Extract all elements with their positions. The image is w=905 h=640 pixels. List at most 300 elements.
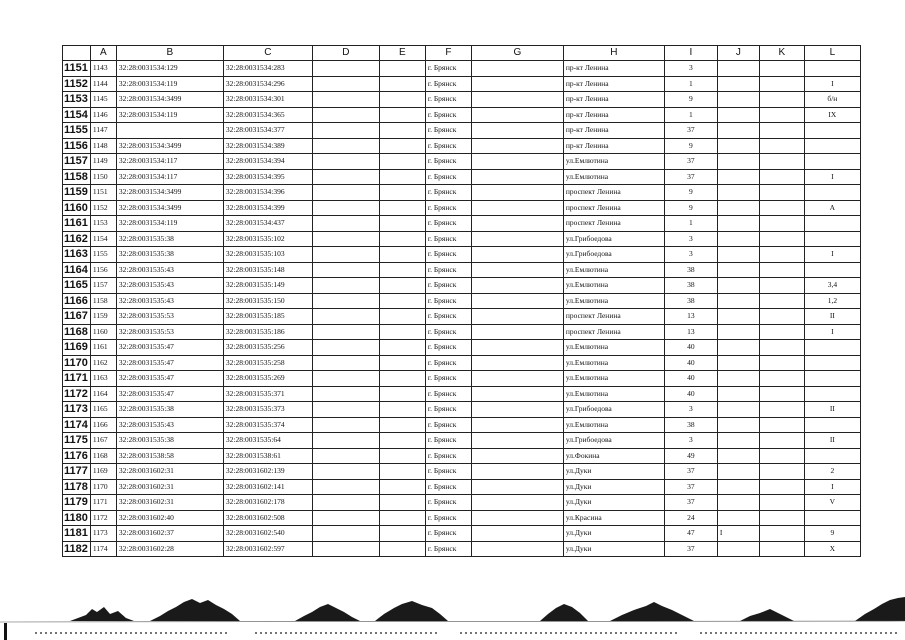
- cell-i[interactable]: 9: [664, 92, 717, 108]
- cell-h[interactable]: ул.Дуки: [563, 526, 664, 542]
- cell-d[interactable]: [312, 355, 379, 371]
- row-number-cell[interactable]: 1174: [63, 417, 91, 433]
- cell-a[interactable]: 1164: [90, 386, 116, 402]
- cell-b[interactable]: 32:28:0031535:47: [116, 386, 223, 402]
- cell-f[interactable]: г. Брянск: [425, 541, 471, 557]
- row-number-cell[interactable]: 1175: [63, 433, 91, 449]
- cell-e[interactable]: [379, 262, 425, 278]
- cell-j[interactable]: [717, 185, 759, 201]
- cell-c[interactable]: 32:28:0031602:540: [223, 526, 312, 542]
- cell-b[interactable]: 32:28:0031535:43: [116, 293, 223, 309]
- cell-k[interactable]: [759, 309, 804, 325]
- cell-b[interactable]: 32:28:0031535:43: [116, 417, 223, 433]
- row-number-cell[interactable]: 1152: [63, 76, 91, 92]
- cell-h[interactable]: проспект Ленина: [563, 185, 664, 201]
- row-number-cell[interactable]: 1173: [63, 402, 91, 418]
- cell-a[interactable]: 1169: [90, 464, 116, 480]
- cell-i[interactable]: 38: [664, 278, 717, 294]
- cell-g[interactable]: [471, 107, 563, 123]
- cell-c[interactable]: 32:28:0031602:141: [223, 479, 312, 495]
- cell-g[interactable]: [471, 61, 563, 77]
- cell-k[interactable]: [759, 526, 804, 542]
- cell-e[interactable]: [379, 371, 425, 387]
- row-number-cell[interactable]: 1178: [63, 479, 91, 495]
- cell-i[interactable]: 3: [664, 433, 717, 449]
- cell-d[interactable]: [312, 340, 379, 356]
- cell-j[interactable]: [717, 433, 759, 449]
- cell-k[interactable]: [759, 231, 804, 247]
- cell-e[interactable]: [379, 278, 425, 294]
- cell-d[interactable]: [312, 138, 379, 154]
- cell-g[interactable]: [471, 185, 563, 201]
- cell-g[interactable]: [471, 324, 563, 340]
- cell-e[interactable]: [379, 386, 425, 402]
- cell-h[interactable]: пр-кт Ленина: [563, 123, 664, 139]
- cell-b[interactable]: 32:28:0031534:117: [116, 169, 223, 185]
- cell-a[interactable]: 1157: [90, 278, 116, 294]
- row-number-cell[interactable]: 1157: [63, 154, 91, 170]
- cell-b[interactable]: 32:28:0031534:129: [116, 61, 223, 77]
- cell-f[interactable]: г. Брянск: [425, 123, 471, 139]
- cell-l[interactable]: А: [804, 200, 860, 216]
- cell-e[interactable]: [379, 169, 425, 185]
- cell-i[interactable]: 40: [664, 340, 717, 356]
- cell-l[interactable]: 1,2: [804, 293, 860, 309]
- cell-f[interactable]: г. Брянск: [425, 371, 471, 387]
- cell-i[interactable]: 13: [664, 324, 717, 340]
- cell-a[interactable]: 1148: [90, 138, 116, 154]
- cell-h[interactable]: ул.Фокина: [563, 448, 664, 464]
- cell-d[interactable]: [312, 61, 379, 77]
- cell-h[interactable]: ул.Дуки: [563, 541, 664, 557]
- cell-a[interactable]: 1172: [90, 510, 116, 526]
- cell-i[interactable]: 37: [664, 479, 717, 495]
- cell-b[interactable]: 32:28:0031535:38: [116, 433, 223, 449]
- cell-i[interactable]: 13: [664, 309, 717, 325]
- cell-h[interactable]: ул.Дуки: [563, 479, 664, 495]
- cell-a[interactable]: 1167: [90, 433, 116, 449]
- cell-d[interactable]: [312, 526, 379, 542]
- cell-f[interactable]: г. Брянск: [425, 247, 471, 263]
- cell-j[interactable]: [717, 247, 759, 263]
- cell-a[interactable]: 1156: [90, 262, 116, 278]
- cell-a[interactable]: 1158: [90, 293, 116, 309]
- cell-k[interactable]: [759, 340, 804, 356]
- cell-h[interactable]: пр-кт Ленина: [563, 107, 664, 123]
- cell-f[interactable]: г. Брянск: [425, 510, 471, 526]
- cell-e[interactable]: [379, 402, 425, 418]
- cell-h[interactable]: ул.Емлютина: [563, 154, 664, 170]
- cell-k[interactable]: [759, 541, 804, 557]
- cell-a[interactable]: 1170: [90, 479, 116, 495]
- cell-h[interactable]: ул.Грибоедова: [563, 433, 664, 449]
- cell-i[interactable]: 3: [664, 247, 717, 263]
- cell-g[interactable]: [471, 154, 563, 170]
- cell-c[interactable]: 32:28:0031534:377: [223, 123, 312, 139]
- cell-k[interactable]: [759, 278, 804, 294]
- cell-l[interactable]: [804, 138, 860, 154]
- cell-f[interactable]: г. Брянск: [425, 185, 471, 201]
- cell-k[interactable]: [759, 154, 804, 170]
- cell-c[interactable]: 32:28:0031535:64: [223, 433, 312, 449]
- cell-d[interactable]: [312, 76, 379, 92]
- cell-l[interactable]: II: [804, 433, 860, 449]
- cell-c[interactable]: 32:28:0031535:374: [223, 417, 312, 433]
- cell-l[interactable]: I: [804, 324, 860, 340]
- cell-l[interactable]: I: [804, 169, 860, 185]
- cell-a[interactable]: 1159: [90, 309, 116, 325]
- cell-d[interactable]: [312, 123, 379, 139]
- cell-f[interactable]: г. Брянск: [425, 324, 471, 340]
- cell-f[interactable]: г. Брянск: [425, 355, 471, 371]
- cell-j[interactable]: [717, 340, 759, 356]
- cell-b[interactable]: 32:28:0031534:3499: [116, 200, 223, 216]
- cell-c[interactable]: 32:28:0031602:178: [223, 495, 312, 511]
- cell-c[interactable]: 32:28:0031534:437: [223, 216, 312, 232]
- cell-g[interactable]: [471, 495, 563, 511]
- cell-k[interactable]: [759, 386, 804, 402]
- cell-j[interactable]: [717, 200, 759, 216]
- cell-b[interactable]: 32:28:0031534:3499: [116, 138, 223, 154]
- cell-a[interactable]: 1144: [90, 76, 116, 92]
- cell-j[interactable]: [717, 92, 759, 108]
- cell-d[interactable]: [312, 154, 379, 170]
- cell-c[interactable]: 32:28:0031534:399: [223, 200, 312, 216]
- cell-e[interactable]: [379, 417, 425, 433]
- cell-k[interactable]: [759, 92, 804, 108]
- cell-d[interactable]: [312, 402, 379, 418]
- row-number-cell[interactable]: 1177: [63, 464, 91, 480]
- cell-d[interactable]: [312, 92, 379, 108]
- cell-b[interactable]: 32:28:0031534:3499: [116, 185, 223, 201]
- cell-d[interactable]: [312, 278, 379, 294]
- cell-a[interactable]: 1166: [90, 417, 116, 433]
- cell-l[interactable]: [804, 448, 860, 464]
- cell-d[interactable]: [312, 371, 379, 387]
- cell-i[interactable]: 40: [664, 386, 717, 402]
- cell-b[interactable]: 32:28:0031535:47: [116, 340, 223, 356]
- cell-j[interactable]: [717, 76, 759, 92]
- cell-e[interactable]: [379, 231, 425, 247]
- cell-c[interactable]: 32:28:0031534:296: [223, 76, 312, 92]
- cell-d[interactable]: [312, 216, 379, 232]
- cell-f[interactable]: г. Брянск: [425, 61, 471, 77]
- cell-d[interactable]: [312, 386, 379, 402]
- cell-k[interactable]: [759, 448, 804, 464]
- cell-f[interactable]: г. Брянск: [425, 231, 471, 247]
- cell-c[interactable]: 32:28:0031535:258: [223, 355, 312, 371]
- cell-b[interactable]: 32:28:0031535:47: [116, 371, 223, 387]
- cell-l[interactable]: I: [804, 247, 860, 263]
- cell-g[interactable]: [471, 433, 563, 449]
- cell-c[interactable]: 32:28:0031602:597: [223, 541, 312, 557]
- cell-b[interactable]: 32:28:0031602:37: [116, 526, 223, 542]
- cell-g[interactable]: [471, 92, 563, 108]
- cell-d[interactable]: [312, 107, 379, 123]
- cell-l[interactable]: [804, 386, 860, 402]
- cell-g[interactable]: [471, 479, 563, 495]
- cell-i[interactable]: 9: [664, 200, 717, 216]
- cell-h[interactable]: ул.Дуки: [563, 464, 664, 480]
- cell-f[interactable]: г. Брянск: [425, 402, 471, 418]
- cell-e[interactable]: [379, 541, 425, 557]
- cell-i[interactable]: 37: [664, 169, 717, 185]
- cell-h[interactable]: ул.Емлютина: [563, 417, 664, 433]
- row-number-cell[interactable]: 1165: [63, 278, 91, 294]
- cell-j[interactable]: [717, 510, 759, 526]
- cell-j[interactable]: [717, 309, 759, 325]
- cell-l[interactable]: II: [804, 402, 860, 418]
- cell-j[interactable]: [717, 61, 759, 77]
- cell-j[interactable]: [717, 386, 759, 402]
- cell-j[interactable]: [717, 417, 759, 433]
- cell-h[interactable]: ул.Красина: [563, 510, 664, 526]
- cell-k[interactable]: [759, 510, 804, 526]
- cell-j[interactable]: [717, 123, 759, 139]
- cell-a[interactable]: 1153: [90, 216, 116, 232]
- row-number-cell[interactable]: 1162: [63, 231, 91, 247]
- cell-l[interactable]: I: [804, 479, 860, 495]
- cell-a[interactable]: 1163: [90, 371, 116, 387]
- cell-l[interactable]: [804, 154, 860, 170]
- cell-h[interactable]: пр-кт Ленина: [563, 61, 664, 77]
- cell-g[interactable]: [471, 216, 563, 232]
- cell-j[interactable]: [717, 324, 759, 340]
- cell-c[interactable]: 32:28:0031535:186: [223, 324, 312, 340]
- cell-g[interactable]: [471, 138, 563, 154]
- cell-k[interactable]: [759, 107, 804, 123]
- cell-e[interactable]: [379, 107, 425, 123]
- cell-h[interactable]: ул.Емлютина: [563, 278, 664, 294]
- cell-g[interactable]: [471, 200, 563, 216]
- cell-i[interactable]: 37: [664, 123, 717, 139]
- cell-d[interactable]: [312, 479, 379, 495]
- cell-a[interactable]: 1150: [90, 169, 116, 185]
- cell-c[interactable]: 32:28:0031535:256: [223, 340, 312, 356]
- cell-a[interactable]: 1162: [90, 355, 116, 371]
- cell-g[interactable]: [471, 526, 563, 542]
- cell-j[interactable]: [717, 464, 759, 480]
- cell-j[interactable]: [717, 479, 759, 495]
- cell-f[interactable]: г. Брянск: [425, 417, 471, 433]
- cell-j[interactable]: [717, 541, 759, 557]
- cell-k[interactable]: [759, 355, 804, 371]
- cell-f[interactable]: г. Брянск: [425, 433, 471, 449]
- cell-a[interactable]: 1154: [90, 231, 116, 247]
- cell-c[interactable]: 32:28:0031535:149: [223, 278, 312, 294]
- row-number-cell[interactable]: 1172: [63, 386, 91, 402]
- cell-a[interactable]: 1168: [90, 448, 116, 464]
- cell-f[interactable]: г. Брянск: [425, 154, 471, 170]
- cell-k[interactable]: [759, 293, 804, 309]
- cell-b[interactable]: 32:28:0031602:31: [116, 464, 223, 480]
- cell-b[interactable]: 32:28:0031602:40: [116, 510, 223, 526]
- cell-d[interactable]: [312, 324, 379, 340]
- cell-d[interactable]: [312, 417, 379, 433]
- cell-j[interactable]: [717, 138, 759, 154]
- column-header-d[interactable]: D: [312, 46, 379, 61]
- cell-g[interactable]: [471, 309, 563, 325]
- cell-l[interactable]: б/н: [804, 92, 860, 108]
- cell-i[interactable]: 24: [664, 510, 717, 526]
- cell-k[interactable]: [759, 495, 804, 511]
- cell-c[interactable]: 32:28:0031535:150: [223, 293, 312, 309]
- cell-b[interactable]: 32:28:0031534:117: [116, 154, 223, 170]
- cell-g[interactable]: [471, 402, 563, 418]
- cell-a[interactable]: 1151: [90, 185, 116, 201]
- cell-a[interactable]: 1165: [90, 402, 116, 418]
- cell-k[interactable]: [759, 324, 804, 340]
- cell-e[interactable]: [379, 92, 425, 108]
- cell-d[interactable]: [312, 495, 379, 511]
- cell-e[interactable]: [379, 123, 425, 139]
- cell-g[interactable]: [471, 510, 563, 526]
- cell-d[interactable]: [312, 448, 379, 464]
- cell-l[interactable]: [804, 262, 860, 278]
- cell-j[interactable]: [717, 262, 759, 278]
- cell-b[interactable]: 32:28:0031534:119: [116, 76, 223, 92]
- row-number-cell[interactable]: 1167: [63, 309, 91, 325]
- cell-l[interactable]: [804, 355, 860, 371]
- cell-l[interactable]: V: [804, 495, 860, 511]
- cell-c[interactable]: 32:28:0031535:148: [223, 262, 312, 278]
- cell-f[interactable]: г. Брянск: [425, 76, 471, 92]
- cell-j[interactable]: [717, 169, 759, 185]
- cell-k[interactable]: [759, 479, 804, 495]
- cell-j[interactable]: [717, 216, 759, 232]
- cell-d[interactable]: [312, 231, 379, 247]
- cell-b[interactable]: 32:28:0031535:38: [116, 247, 223, 263]
- cell-h[interactable]: пр-кт Ленина: [563, 92, 664, 108]
- cell-k[interactable]: [759, 123, 804, 139]
- cell-e[interactable]: [379, 340, 425, 356]
- cell-j[interactable]: I: [717, 526, 759, 542]
- cell-b[interactable]: 32:28:0031535:53: [116, 324, 223, 340]
- cell-a[interactable]: 1160: [90, 324, 116, 340]
- cell-j[interactable]: [717, 107, 759, 123]
- cell-h[interactable]: ул.Грибоедова: [563, 231, 664, 247]
- cell-h[interactable]: проспект Ленина: [563, 309, 664, 325]
- cell-f[interactable]: г. Брянск: [425, 200, 471, 216]
- cell-l[interactable]: 9: [804, 526, 860, 542]
- cell-f[interactable]: г. Брянск: [425, 92, 471, 108]
- cell-k[interactable]: [759, 169, 804, 185]
- cell-g[interactable]: [471, 464, 563, 480]
- cell-g[interactable]: [471, 262, 563, 278]
- cell-a[interactable]: 1152: [90, 200, 116, 216]
- cell-e[interactable]: [379, 324, 425, 340]
- cell-c[interactable]: 32:28:0031535:185: [223, 309, 312, 325]
- cell-a[interactable]: 1161: [90, 340, 116, 356]
- cell-e[interactable]: [379, 309, 425, 325]
- cell-k[interactable]: [759, 76, 804, 92]
- cell-g[interactable]: [471, 448, 563, 464]
- cell-g[interactable]: [471, 371, 563, 387]
- cell-k[interactable]: [759, 464, 804, 480]
- cell-i[interactable]: 3: [664, 402, 717, 418]
- column-header-k[interactable]: K: [759, 46, 804, 61]
- cell-h[interactable]: проспект Ленина: [563, 324, 664, 340]
- cell-a[interactable]: 1147: [90, 123, 116, 139]
- cell-h[interactable]: ул.Емлютина: [563, 262, 664, 278]
- cell-i[interactable]: 47: [664, 526, 717, 542]
- cell-k[interactable]: [759, 138, 804, 154]
- cell-g[interactable]: [471, 169, 563, 185]
- cell-k[interactable]: [759, 371, 804, 387]
- cell-e[interactable]: [379, 154, 425, 170]
- cell-c[interactable]: 32:28:0031535:371: [223, 386, 312, 402]
- cell-k[interactable]: [759, 200, 804, 216]
- column-header-g[interactable]: G: [471, 46, 563, 61]
- cell-k[interactable]: [759, 433, 804, 449]
- cell-d[interactable]: [312, 247, 379, 263]
- cell-l[interactable]: IX: [804, 107, 860, 123]
- row-number-cell[interactable]: 1151: [63, 61, 91, 77]
- cell-c[interactable]: 32:28:0031534:283: [223, 61, 312, 77]
- cell-l[interactable]: [804, 61, 860, 77]
- cell-b[interactable]: [116, 123, 223, 139]
- cell-g[interactable]: [471, 278, 563, 294]
- cell-f[interactable]: г. Брянск: [425, 309, 471, 325]
- cell-e[interactable]: [379, 510, 425, 526]
- cell-f[interactable]: г. Брянск: [425, 262, 471, 278]
- cell-f[interactable]: г. Брянск: [425, 526, 471, 542]
- cell-h[interactable]: ул.Грибоедова: [563, 402, 664, 418]
- cell-a[interactable]: 1171: [90, 495, 116, 511]
- cell-k[interactable]: [759, 247, 804, 263]
- cell-f[interactable]: г. Брянск: [425, 138, 471, 154]
- cell-f[interactable]: г. Брянск: [425, 386, 471, 402]
- cell-j[interactable]: [717, 448, 759, 464]
- cell-l[interactable]: [804, 340, 860, 356]
- cell-i[interactable]: 9: [664, 185, 717, 201]
- cell-h[interactable]: ул.Емлютина: [563, 371, 664, 387]
- cell-a[interactable]: 1145: [90, 92, 116, 108]
- cell-d[interactable]: [312, 293, 379, 309]
- row-number-cell[interactable]: 1176: [63, 448, 91, 464]
- cell-f[interactable]: г. Брянск: [425, 479, 471, 495]
- cell-f[interactable]: г. Брянск: [425, 278, 471, 294]
- cell-i[interactable]: 40: [664, 371, 717, 387]
- cell-e[interactable]: [379, 185, 425, 201]
- cell-e[interactable]: [379, 479, 425, 495]
- cell-a[interactable]: 1155: [90, 247, 116, 263]
- cell-c[interactable]: 32:28:0031534:395: [223, 169, 312, 185]
- cell-h[interactable]: пр-кт Ленина: [563, 138, 664, 154]
- cell-b[interactable]: 32:28:0031602:28: [116, 541, 223, 557]
- cell-c[interactable]: 32:28:0031535:269: [223, 371, 312, 387]
- cell-b[interactable]: 32:28:0031535:43: [116, 262, 223, 278]
- cell-j[interactable]: [717, 371, 759, 387]
- cell-d[interactable]: [312, 185, 379, 201]
- cell-g[interactable]: [471, 293, 563, 309]
- cell-b[interactable]: 32:28:0031602:31: [116, 495, 223, 511]
- column-header-l[interactable]: L: [804, 46, 860, 61]
- cell-h[interactable]: проспект Ленина: [563, 200, 664, 216]
- cell-h[interactable]: ул.Емлютина: [563, 169, 664, 185]
- cell-e[interactable]: [379, 464, 425, 480]
- cell-e[interactable]: [379, 526, 425, 542]
- cell-g[interactable]: [471, 340, 563, 356]
- cell-i[interactable]: 38: [664, 417, 717, 433]
- cell-c[interactable]: 32:28:0031602:508: [223, 510, 312, 526]
- cell-h[interactable]: проспект Ленина: [563, 216, 664, 232]
- row-number-cell[interactable]: 1182: [63, 541, 91, 557]
- cell-f[interactable]: г. Брянск: [425, 495, 471, 511]
- cell-d[interactable]: [312, 262, 379, 278]
- cell-i[interactable]: 37: [664, 495, 717, 511]
- cell-b[interactable]: 32:28:0031535:38: [116, 231, 223, 247]
